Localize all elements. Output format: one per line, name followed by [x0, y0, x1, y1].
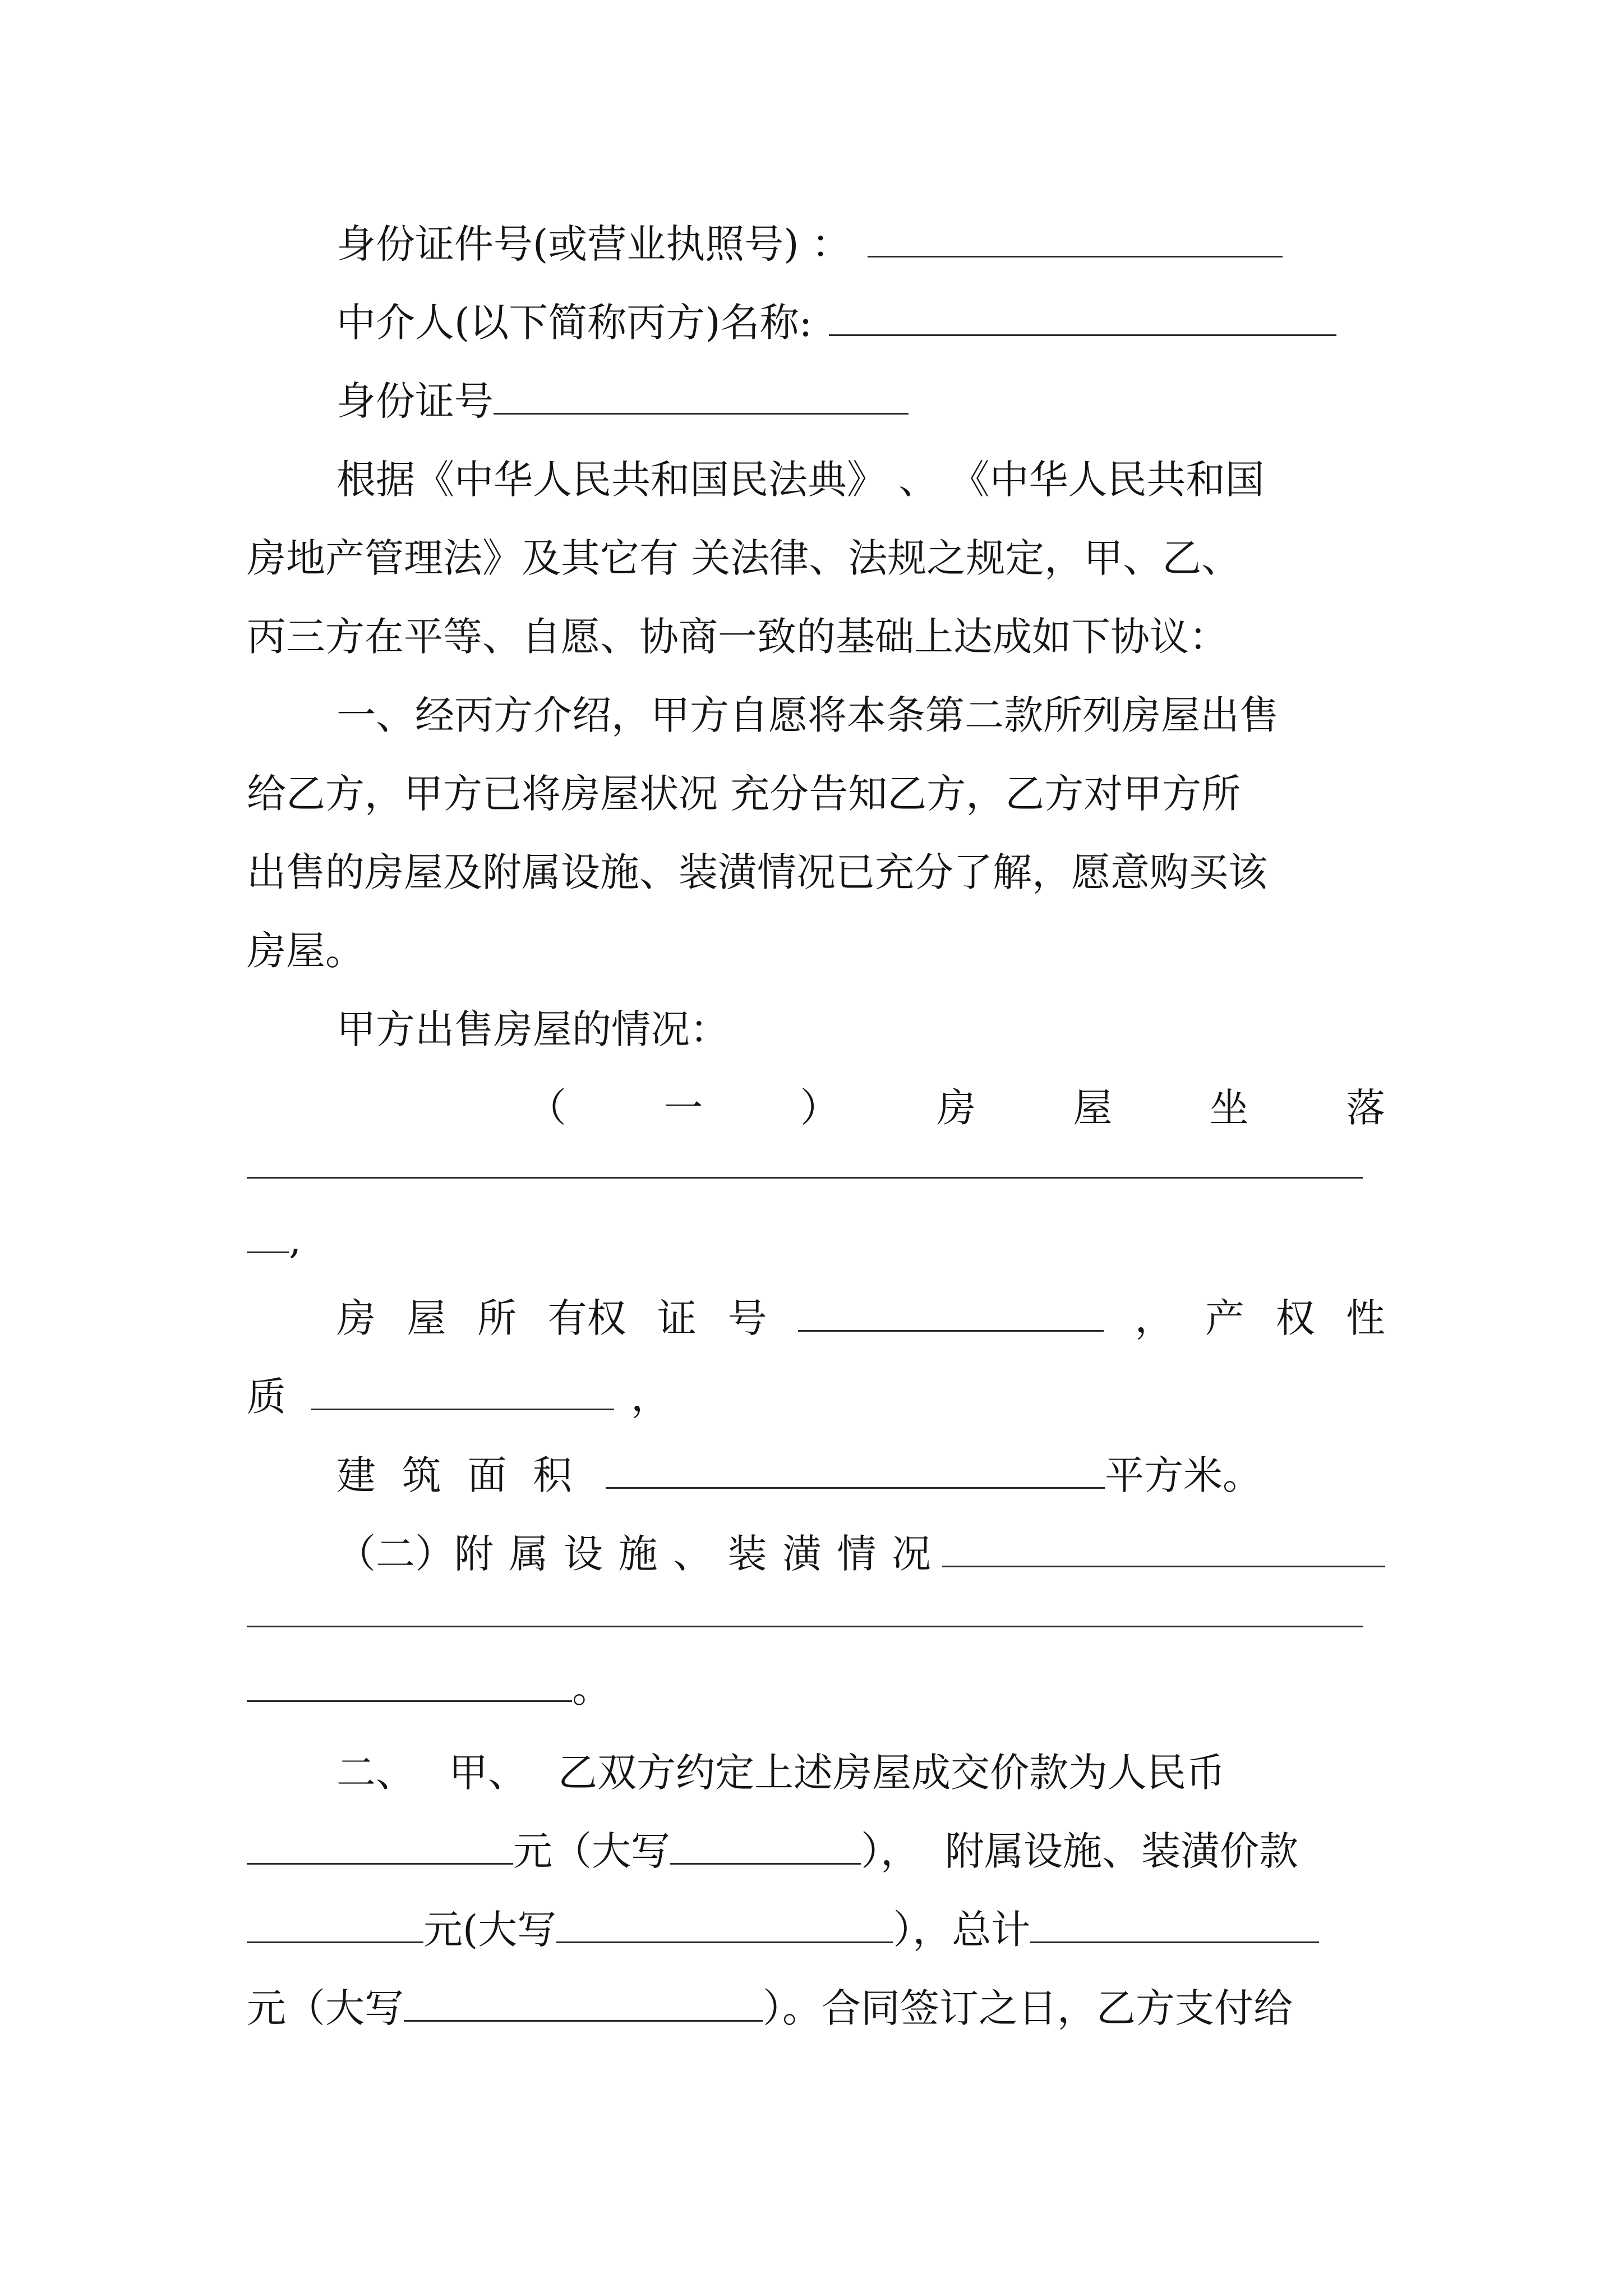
agent-name-line	[336, 295, 1336, 351]
fixture-price-label: 附属设施、装潢价款	[945, 1828, 1298, 1874]
price-line-4	[247, 1980, 1293, 2036]
location-word: ）	[800, 1085, 840, 1131]
fixture-price-blank[interactable]	[247, 1906, 423, 1943]
area-line	[336, 1447, 1262, 1503]
paragraph-text: 甲方出售房屋的情况：	[336, 1006, 729, 1052]
price-yuan: 元（大写	[513, 1828, 670, 1874]
fixtures-blank-3[interactable]	[247, 1664, 572, 1702]
price-blank[interactable]	[247, 1827, 513, 1865]
fixtures-word: 、	[673, 1531, 712, 1577]
certificate-line	[336, 1290, 1385, 1346]
paragraph-line	[247, 844, 1267, 900]
fixtures-period: 。	[572, 1665, 611, 1711]
location-word: 房	[936, 1085, 976, 1131]
location-end-comma: ,	[289, 1217, 302, 1263]
paragraph-line	[247, 923, 365, 979]
fixture-words-blank[interactable]	[556, 1906, 893, 1943]
location-blank[interactable]	[247, 1177, 1363, 1179]
price-line-3	[247, 1902, 1319, 1958]
cert-word: 屋	[407, 1295, 446, 1341]
payment-text: ）。合同签订之日，乙方支付给	[763, 1985, 1293, 2031]
paragraph-line	[336, 452, 1265, 508]
location-word: 落	[1345, 1085, 1385, 1131]
fixtures-word: 施	[618, 1531, 658, 1577]
paragraph-line	[247, 766, 1241, 822]
location-word: 坐	[1209, 1085, 1249, 1131]
location-word: （	[527, 1085, 566, 1131]
paragraph-line	[336, 687, 1279, 743]
quality-comma: ，	[631, 1374, 670, 1420]
area-unit: 平方米。	[1105, 1452, 1262, 1498]
fixture-yuan: 元(大写	[423, 1907, 557, 1953]
fixtures-end-line	[247, 1660, 611, 1717]
area-blank[interactable]	[606, 1451, 1105, 1489]
area-word: 积	[532, 1452, 572, 1498]
id-number-label: 身份证件号(或营业执照号) ：	[336, 221, 851, 267]
fixtures-word: 属	[509, 1531, 548, 1577]
property-word: 权	[1275, 1295, 1315, 1341]
paragraph-text: 丙三方在平等、自愿、协商一致的基础上达成如下协议：	[247, 614, 1228, 660]
location-word: 屋	[1073, 1085, 1113, 1131]
agent-id-line	[336, 373, 909, 429]
total-yuan: 元（大写	[247, 1985, 404, 2031]
cert-word: 所	[477, 1295, 517, 1341]
certificate-blank[interactable]	[798, 1294, 1104, 1332]
total-label: ），总计	[893, 1907, 1031, 1953]
quality-word: 质	[247, 1374, 286, 1420]
price-line	[336, 1745, 1225, 1801]
price-close: ），	[861, 1828, 920, 1874]
cert-word: 证	[657, 1295, 697, 1341]
property-word: 产	[1205, 1295, 1244, 1341]
area-word: 筑	[402, 1452, 441, 1498]
area-word: 建	[336, 1452, 376, 1498]
paragraph-text: 房屋。	[247, 928, 365, 974]
price-word: 乙双方约定上述房屋成交价款为人民币	[558, 1750, 1225, 1796]
location-word: 一	[663, 1085, 703, 1131]
fixtures-word: 设	[564, 1531, 603, 1577]
agent-name-label: 中介人(以下简称丙方)名称:	[336, 300, 813, 346]
id-number-line	[336, 216, 1283, 272]
agent-name-blank[interactable]	[829, 298, 1336, 336]
area-word: 面	[467, 1452, 507, 1498]
total-words-blank[interactable]	[404, 1984, 763, 2022]
property-nature-line	[247, 1369, 670, 1425]
fixtures-line	[336, 1526, 1385, 1582]
total-blank[interactable]	[1030, 1906, 1319, 1943]
agent-id-label: 身份证号	[336, 378, 494, 424]
location-end-line	[247, 1212, 301, 1268]
paragraph-line	[336, 1001, 729, 1057]
price-word: 二、	[336, 1750, 415, 1796]
fixtures-blank-2[interactable]	[247, 1626, 1363, 1627]
fixtures-word: 潢	[782, 1531, 822, 1577]
price-words-blank[interactable]	[670, 1827, 861, 1865]
location-blank-tail[interactable]	[247, 1216, 289, 1253]
paragraph-text: 根据《中华人民共和国民法典》 、 《中华人民共和国	[336, 457, 1265, 503]
paragraph-line	[247, 609, 1228, 665]
agent-id-blank[interactable]	[494, 377, 909, 415]
paragraph-text: 给乙方，甲方已将房屋状况 充分告知乙方，乙方对甲方所	[247, 771, 1241, 817]
paragraph-text: 出售的房屋及附属设施、装潢情况已充分了解，愿意购买该	[247, 849, 1267, 895]
fixtures-word: （二）附	[336, 1531, 494, 1577]
price-word: 甲、	[449, 1750, 527, 1796]
cert-word: 号	[727, 1295, 767, 1341]
paragraph-text: 一、经丙方介绍，甲方自愿将本条第二款所列房屋出售	[336, 692, 1279, 738]
fixtures-word: 情	[837, 1531, 877, 1577]
fixtures-word: 况	[892, 1531, 931, 1577]
fixtures-word: 装	[727, 1531, 767, 1577]
cert-word: 有权	[547, 1295, 626, 1341]
property-nature-blank[interactable]	[311, 1373, 614, 1410]
price-line-2	[247, 1823, 1298, 1879]
cert-comma: ，	[1135, 1295, 1174, 1341]
id-number-blank[interactable]	[868, 220, 1283, 257]
paragraph-line	[247, 530, 1241, 586]
cert-word: 房	[336, 1295, 376, 1341]
location-heading	[527, 1080, 1385, 1136]
paragraph-text: 房地产管理法》及其它有 关法律、法规之规定，甲、乙、	[247, 535, 1241, 581]
property-word: 性	[1346, 1295, 1385, 1341]
fixtures-blank[interactable]	[942, 1530, 1385, 1567]
